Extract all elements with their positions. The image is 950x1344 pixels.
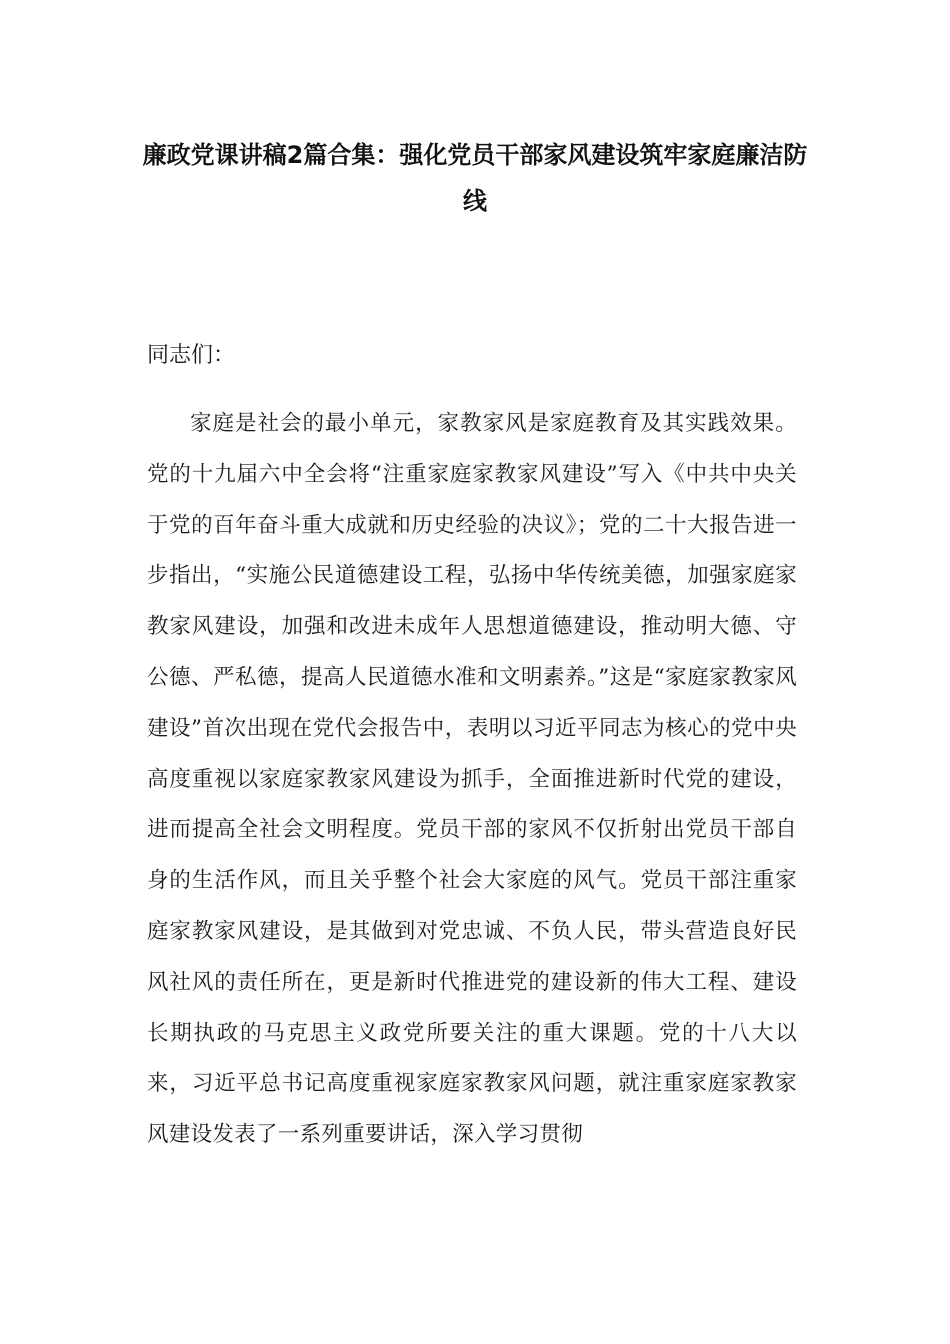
- salutation: 同志们：: [147, 343, 236, 368]
- body-paragraph: 家庭是社会的最小单元，家教家风是家庭教育及其实践效果。党的十九届六中全会将“注重家庭家教家风建设”写入《中共中央关于党的百年奋斗重大成就和历史经验的决议》；党的二十大报告进一步指出，“实施公民道德建设工程，弘扬中华传统美德，加强家庭家教家风建设，加强和改进未成年人思想道德建设，推动明大德、守公德、严私德，提高人民道德水准和文明素养。”这是“家庭家教家风建设”首次出现在党代会报告中，表明以习近平同志为核心的党中央高度重视以家庭家教家风建设为抓手，全面推进新时代党的建设，进而提高全社会文明程度。党员干部的家风不仅折射出党员干部自身的生活作风，而且关乎整个社会大家庭的风气。党员干部注重家庭家教家风建设，是其做到对党忠诚、不负人民，带头营造良好民风社风的责任所在，更是新时代推进党的建设新的伟大工程、建设长期执政的马克思主义政党所要关注的重大课题。党的十八大以来，习近平总书记高度重视家庭家教家风问题，就注重家庭家教家风建设发表了一系列重要讲话，深入学习贯彻: [147, 411, 797, 1148]
- document-title: 廉政党课讲稿2篇合集：强化党员干部家风建设筑牢家庭廉洁防线: [142, 141, 808, 215]
